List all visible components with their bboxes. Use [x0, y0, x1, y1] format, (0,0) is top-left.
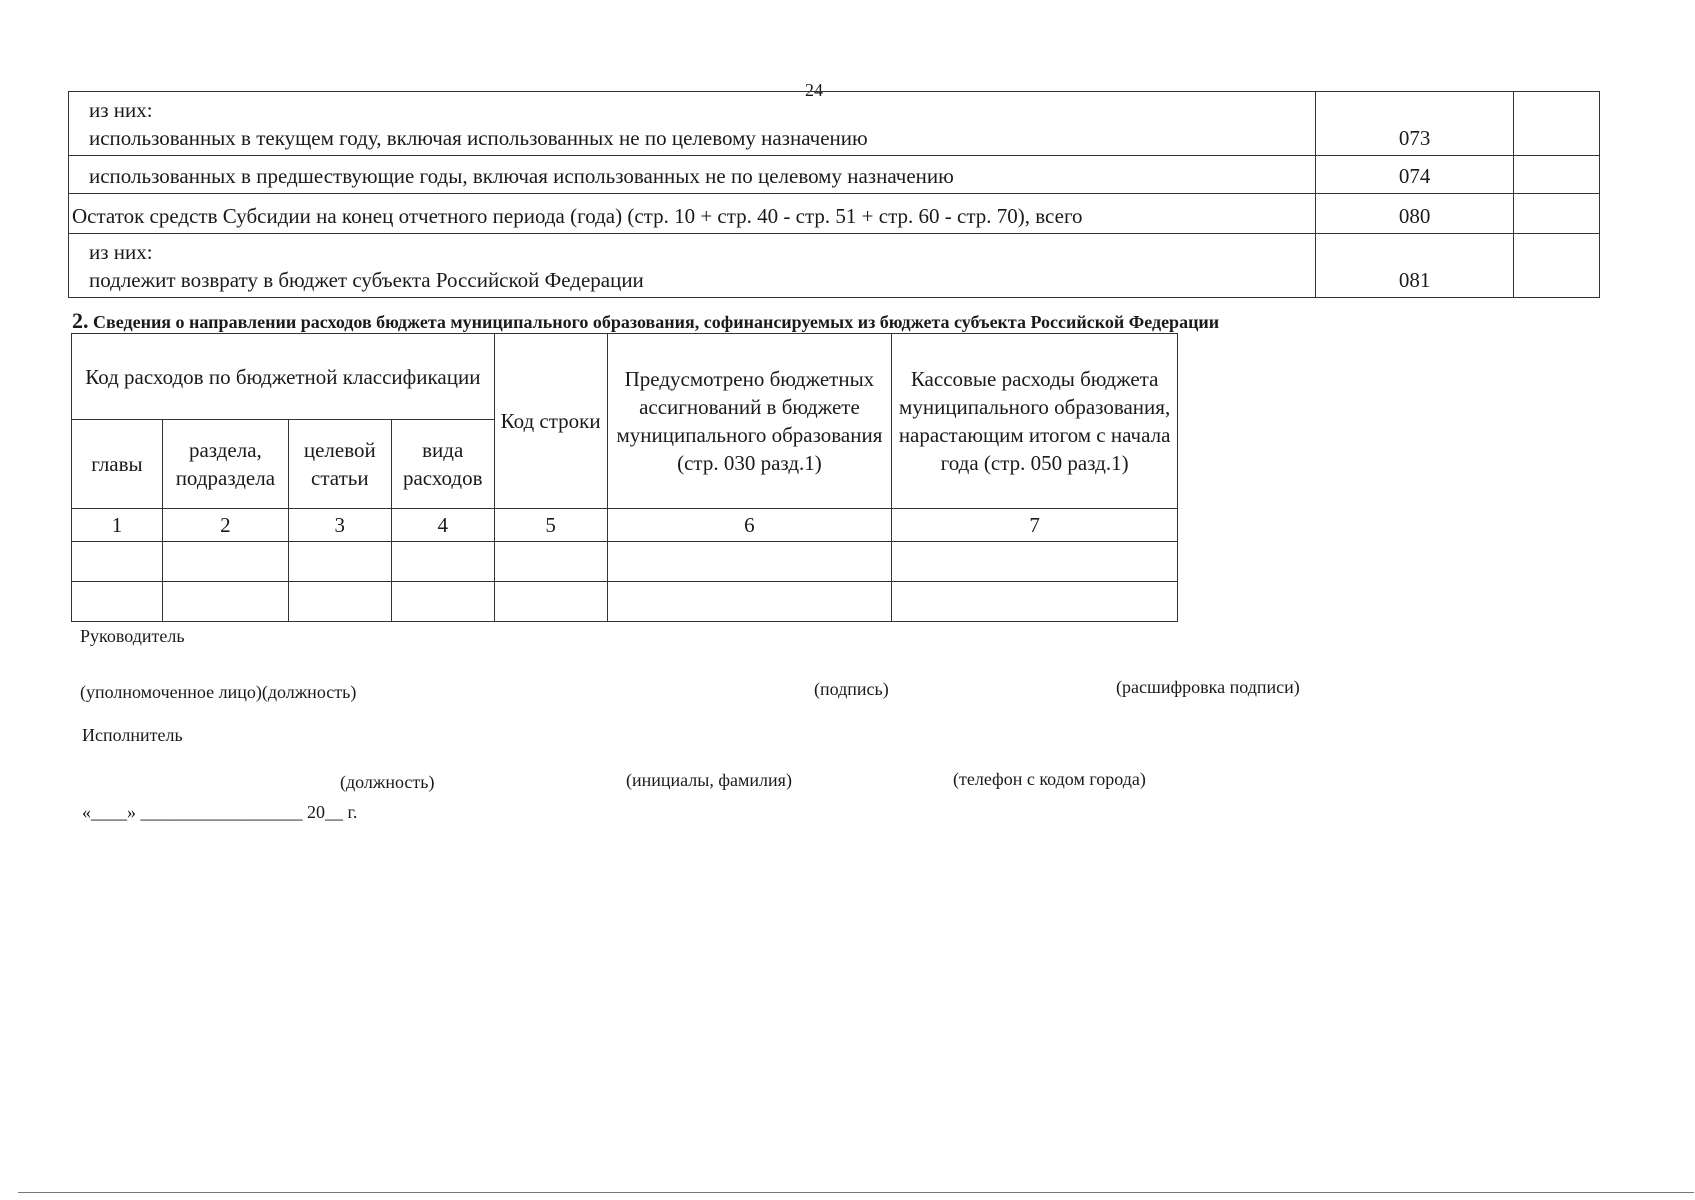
row-description-line: подлежит возврату в бюджет субъекта Российской Федерации	[89, 268, 644, 292]
row-code: 074	[1316, 156, 1513, 194]
expenses-table	[71, 333, 1178, 622]
empty-cell	[607, 542, 892, 582]
row-code: 080	[1316, 194, 1513, 234]
empty-cell	[391, 542, 494, 582]
column-number: 2	[162, 509, 288, 542]
header-cash-expenses: Кассовые расходы бюджета муниципального образования, нарастающим итогом с начала года (стр. 050 разд.1)	[892, 334, 1178, 509]
empty-cell	[288, 582, 391, 622]
table-row	[72, 542, 1178, 582]
row-description	[69, 156, 1316, 194]
header-line-code: Код строки	[494, 334, 607, 509]
row-code: 073	[1316, 92, 1513, 156]
executor-label: Исполнитель	[82, 725, 183, 745]
section-title	[72, 308, 1219, 334]
header-planned-allocations: Предусмотрено бюджетных ассигнований в бюджете муниципального образования (стр. 030 разд.1)	[607, 334, 892, 509]
row-description	[69, 234, 1316, 298]
empty-cell	[72, 582, 163, 622]
empty-cell	[72, 542, 163, 582]
empty-cell	[494, 582, 607, 622]
row-description	[69, 92, 1316, 156]
authorized-person-label: (уполномоченное лицо)(должность)	[80, 682, 357, 702]
signature-decoding-label: (расшифровка подписи)	[1116, 677, 1300, 697]
row-value	[1513, 92, 1599, 156]
section-title-text: Сведения о направлении расходов бюджета муниципального образования, софинансируемых из бюджета субъекта Российской Федерации	[93, 312, 1220, 332]
date-line: «____» __________________ 20__ г.	[82, 802, 358, 822]
table-row	[69, 194, 1600, 234]
row-description-line: использованных в предшествующие годы, включая использованных не по целевому назначению	[89, 164, 954, 188]
empty-cell	[892, 542, 1178, 582]
row-description-line: из них:	[89, 240, 153, 264]
page-bottom-rule	[18, 1192, 1694, 1193]
empty-cell	[494, 542, 607, 582]
column-number: 4	[391, 509, 494, 542]
column-number: 1	[72, 509, 163, 542]
row-value	[1513, 156, 1599, 194]
section-number: 2.	[72, 308, 89, 333]
column-number: 7	[892, 509, 1178, 542]
header-chapter: главы	[72, 420, 163, 509]
row-description-line: использованных в текущем году, включая использованных не по целевому назначению	[89, 126, 868, 150]
row-description	[69, 194, 1316, 234]
row-value	[1513, 234, 1599, 298]
header-target-article: целевой статьи	[288, 420, 391, 509]
table-row	[69, 234, 1600, 298]
empty-cell	[892, 582, 1178, 622]
header-expense-type: вида расходов	[391, 420, 494, 509]
empty-cell	[288, 542, 391, 582]
empty-cell	[607, 582, 892, 622]
phone-label: (телефон с кодом города)	[953, 769, 1146, 789]
empty-cell	[162, 582, 288, 622]
header-budget-classification: Код расходов по бюджетной классификации	[72, 334, 495, 420]
table-row	[69, 92, 1600, 156]
table-row	[69, 156, 1600, 194]
page-number: 24	[805, 80, 823, 100]
column-number: 3	[288, 509, 391, 542]
balance-table	[68, 91, 1600, 298]
signature-label: (подпись)	[814, 679, 889, 699]
position-label: (должность)	[340, 772, 435, 792]
column-number: 6	[607, 509, 892, 542]
table-row	[72, 582, 1178, 622]
row-value	[1513, 194, 1599, 234]
row-code: 081	[1316, 234, 1513, 298]
row-description-line: Остаток средств Субсидии на конец отчетного периода (года) (стр. 10 + стр. 40 - стр. 51 + стр. 60 - стр. 70), всего	[72, 204, 1083, 228]
initials-label: (инициалы, фамилия)	[626, 770, 792, 790]
head-label: Руководитель	[80, 626, 185, 646]
row-description-line: из них:	[89, 98, 153, 122]
empty-cell	[162, 542, 288, 582]
empty-cell	[391, 582, 494, 622]
header-section: раздела, подраздела	[162, 420, 288, 509]
column-number: 5	[494, 509, 607, 542]
